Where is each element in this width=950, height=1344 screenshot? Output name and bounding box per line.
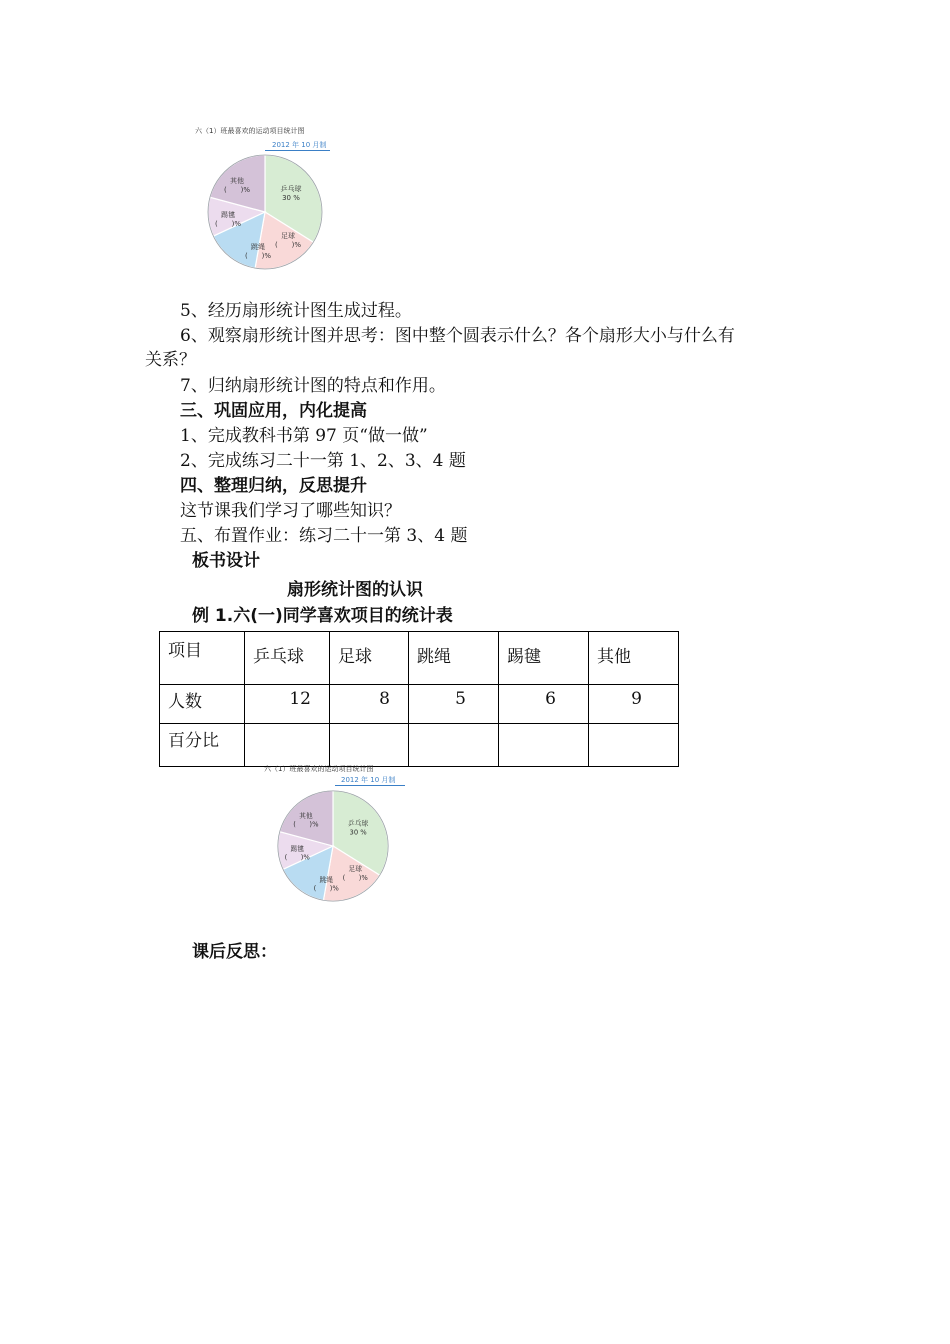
table-cell: 8 bbox=[330, 685, 409, 724]
section-4-heading: 四、整理归纳，反思提升 bbox=[180, 476, 367, 496]
pie-chart-1-date: 2012 年 10 月制 bbox=[272, 141, 327, 149]
board-design-label: 板书设计 bbox=[192, 551, 260, 571]
pie-chart-2-title: 六（1）班最喜欢的运动项目统计图 bbox=[264, 765, 374, 773]
pie-slice-value: ( )% bbox=[293, 820, 319, 829]
table-header-cell: 跳绳 bbox=[409, 632, 499, 685]
pie-slice-value: ( )% bbox=[284, 853, 310, 862]
table-row-label: 百分比 bbox=[160, 724, 245, 767]
table-cell: 6 bbox=[499, 685, 589, 724]
table-header-cell: 足球 bbox=[330, 632, 409, 685]
pie-slice-label: 乒乓球 bbox=[280, 185, 302, 193]
section-5-homework: 五、布置作业：练习二十一第 3、4 题 bbox=[180, 526, 468, 546]
pie-slice-value: ( )% bbox=[244, 252, 272, 260]
table-header-cell: 项目 bbox=[160, 632, 245, 685]
pie-slice-label: 跳绳 bbox=[319, 875, 333, 884]
table-cell: 5 bbox=[409, 685, 499, 724]
reflection-question: 这节课我们学习了哪些知识？ bbox=[180, 501, 401, 521]
table-row bbox=[160, 632, 679, 685]
table-header-cell: 其他 bbox=[589, 632, 679, 685]
table-cell bbox=[245, 724, 330, 767]
pie-slice-label: 足球 bbox=[348, 865, 363, 874]
table-row-label: 人数 bbox=[160, 685, 245, 724]
pie-chart-1 bbox=[203, 153, 327, 271]
pie-slice-value: 30 % bbox=[282, 194, 300, 202]
section-3-heading: 三、巩固应用，内化提高 bbox=[180, 401, 367, 421]
pie-slice-value: ( )% bbox=[342, 873, 368, 882]
pie-slice-label: 踢毽 bbox=[290, 844, 304, 853]
pie-slice-value: ( )% bbox=[313, 884, 339, 893]
pie-chart-2-date-rule bbox=[335, 785, 405, 786]
table-cell bbox=[330, 724, 409, 767]
table-header-cell: 踢毽 bbox=[499, 632, 589, 685]
table-header-cell: 乒乓球 bbox=[245, 632, 330, 685]
step-6-line-1: 6、观察扇形统计图并思考：图中整个圆表示什么？各个扇形大小与什么有 bbox=[180, 326, 735, 346]
stats-table bbox=[159, 631, 679, 767]
pie-chart-1-date-rule bbox=[265, 150, 330, 151]
table-cell bbox=[409, 724, 499, 767]
step-6-line-2: 关系？ bbox=[145, 350, 196, 370]
pie-slice-label: 乒乓球 bbox=[348, 819, 369, 828]
pie-slice-label: 踢毽 bbox=[221, 211, 235, 219]
pie-chart-1-title: 六（1）班最喜欢的运动项目统计图 bbox=[195, 127, 305, 135]
pie-slice-value: ( )% bbox=[274, 241, 302, 249]
table-row bbox=[160, 724, 679, 767]
pie-slice-label: 其他 bbox=[299, 811, 313, 820]
post-class-reflection-label: 课后反思： bbox=[192, 942, 277, 962]
practice-2: 2、完成练习二十一第 1、2、3、4 题 bbox=[180, 451, 466, 471]
pie-slice-value: ( )% bbox=[223, 186, 251, 194]
practice-1: 1、完成教科书第 97 页“做一做” bbox=[180, 426, 428, 446]
pie-slice-label: 足球 bbox=[281, 232, 295, 240]
pie-chart-2-date: 2012 年 10 月制 bbox=[341, 776, 396, 784]
pie-slice-value: 30 % bbox=[349, 828, 367, 837]
step-5: 5、经历扇形统计图生成过程。 bbox=[180, 301, 412, 321]
pie-slice-label: 其他 bbox=[230, 177, 244, 185]
example-caption: 例 1.六(一)同学喜欢项目的统计表 bbox=[192, 606, 453, 626]
table-cell: 12 bbox=[245, 685, 330, 724]
pie-slice-label: 跳绳 bbox=[251, 243, 265, 251]
table-cell bbox=[499, 724, 589, 767]
table-cell bbox=[589, 724, 679, 767]
board-title: 扇形统计图的认识 bbox=[287, 580, 423, 600]
table-row bbox=[160, 685, 679, 724]
step-7: 7、归纳扇形统计图的特点和作用。 bbox=[180, 376, 446, 396]
table-cell: 9 bbox=[589, 685, 679, 724]
pie-slice-value: ( )% bbox=[214, 220, 242, 228]
pie-chart-2 bbox=[273, 787, 393, 905]
